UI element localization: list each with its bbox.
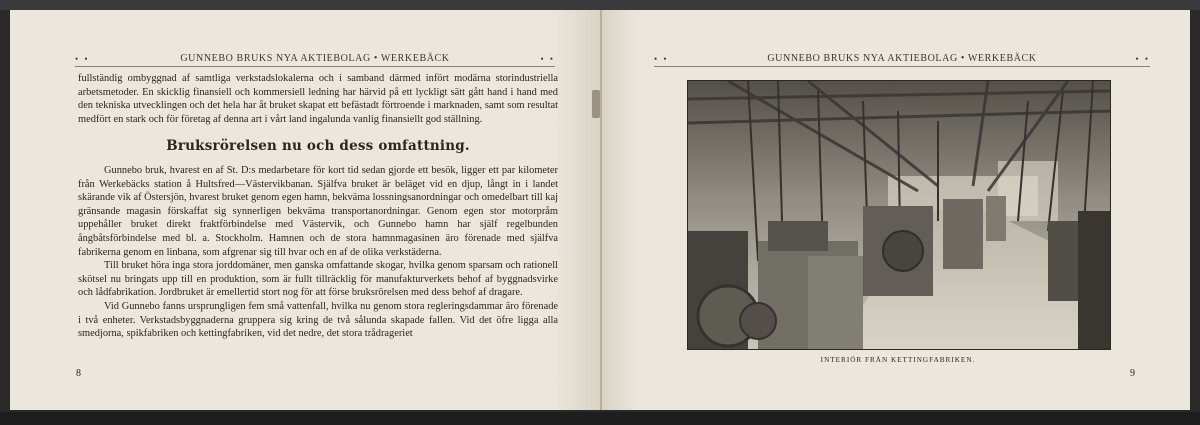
scan-background-bottom <box>0 412 1200 425</box>
page-number: 9 <box>1130 368 1135 379</box>
book-spread <box>10 10 1190 410</box>
paragraph: Gunnebo bruk, hvarest en af St. D:s medarbetare för kort tid sedan gjorde ett besök, ligger ett par kilometer från Werkebäcks station å Hultsfred—Västervikbanan. Själfva bruket är beläget vid en djup, långt in i landet skärande vik af Östersjön, hvarest bruket genom egen hamn, bekväma lossningsanordningar och omedelbart till kaj gränsande magasin förskaffat sig synnerligen bekväma transportanordningar. Genom egen stor motorpråm uppehåller bruket direkt fraktförbindelse med Västervik, och Gunnebo hamn har själf regelbunden ångbåtsförbindelse med bl. a. Stockholm. Hamnen och de stora hamnmagasinen äro förenade med själfva fabrikerna genom en linbana, som afgrenar sig till hvar och en af de olika verkstäderna. <box>78 164 558 258</box>
right-running-header <box>654 50 1150 67</box>
header-title: GUNNEBO BRUKS NYA AKTIEBOLAG • WERKEBÄCK <box>180 53 450 64</box>
header-ornament-right: • • <box>540 54 555 64</box>
paragraph: Vid Gunnebo fanns ursprungligen fem små vattenfall, hvilka nu genom stora regleringsdammar äro förenade i två enheter. Verkstadsbyggnaderna gruppera sig kring de två sålunda skapade fallen. Vid det öfre ligga alla smedjorna, spikfabriken och kettingfabriken, vid det nedre, det stora trådrageriet <box>78 300 558 340</box>
page-tab-marker <box>592 90 600 118</box>
left-running-header <box>75 50 555 67</box>
header-ornament-left: • • <box>654 54 669 64</box>
photo-caption: INTERIÖR FRÅN KETTINGFABRIKEN. <box>820 356 976 364</box>
scan-background-top <box>0 0 1200 10</box>
factory-interior-photo <box>687 80 1111 350</box>
right-page <box>602 10 1190 410</box>
left-body-text <box>78 72 558 341</box>
paragraph: Till bruket höra inga stora jorddomäner, men ganska omfattande skogar, hvilka genom sparsam och rationell skötsel nu bringats upp till en produktion, som är fullt tillräcklig för manufakturverkets behof af byggnadsvirke och lådfabrikation. Jordbruket är emellertid stort nog för att förse bruksrörelsen med dess behof af dragare. <box>78 260 558 299</box>
paragraph: fullständig ombyggnad af samtliga verkstadslokalerna och i samband därmed infört modärna storindustriella arbetsmetoder. En skicklig finansiell och kommersiell ledning har härvid på ett lyckligt sätt gått hand i hand med den tekniska utvecklingen och det hela har åt bruket skapat ett befästadt förtroende i marknaden, samt som resultat medfört en stark och för företag af denna art i vårt land ingalunda vanlig finansiellt god ställning. <box>78 73 558 125</box>
left-page <box>10 10 600 410</box>
header-ornament-right: • • <box>1135 54 1150 64</box>
page-number: 8 <box>76 368 81 379</box>
header-title: GUNNEBO BRUKS NYA AKTIEBOLAG • WERKEBÄCK <box>767 53 1037 64</box>
section-heading: Bruksrörelsen nu och dess omfattning. <box>166 138 470 155</box>
header-ornament-left: • • <box>75 54 90 64</box>
